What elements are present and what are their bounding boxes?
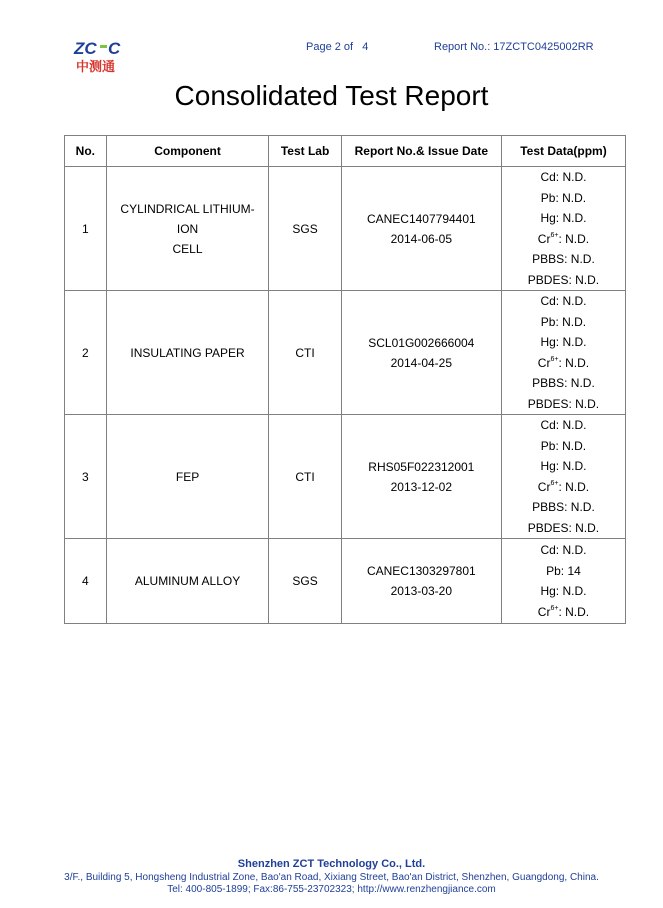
test-data-line: Hg: N.D. [540,584,587,598]
issue-date: 2014-04-25 [390,355,453,370]
company-logo [72,36,132,76]
header-test-data: Test Data(ppm) [501,136,625,167]
row-number: 4 [65,539,107,624]
header-component: Component [106,136,269,167]
logo-mark: ZC [74,39,97,58]
test-data-line: Pb: 14 [546,563,581,578]
component-line: INSULATING PAPER [130,345,245,360]
test-data-line: PBBS: N.D. [532,500,595,514]
component-cell [106,539,269,624]
header-report-no: Report No.& Issue Date [341,136,501,167]
table-row [65,415,626,539]
test-data-line: Cd: N.D. [540,170,587,184]
test-data-line: PBDES: N.D. [527,520,600,535]
test-data-line: Cd: N.D. [540,418,587,432]
row-number: 2 [65,291,107,415]
test-data-line: Pb: N.D. [540,314,587,329]
page-label: Page 2 of [306,41,354,53]
component-cell [106,291,269,415]
test-data-line: Cd: N.D. [540,543,587,557]
test-results-table [64,135,626,624]
report-cell [341,291,501,415]
row-number: 1 [65,167,107,291]
test-data-cell [501,167,625,291]
test-data-cell [501,291,625,415]
report-cell [341,167,501,291]
test-lab-cell: CTI [269,415,341,539]
test-data-line: PBDES: N.D. [527,396,600,411]
component-line: FEP [175,469,200,484]
test-data-line: $Cr^{6+}$: N.D. [537,479,590,494]
test-data-cell [501,415,625,539]
report-cell [341,539,501,624]
table-row [65,291,626,415]
component-line: CYLINDRICAL LITHIUM- [120,201,255,216]
test-data-line: $Cr^{6+}$: N.D. [537,604,590,619]
header-test-lab: Test Lab [269,136,341,167]
test-lab-cell: CTI [269,291,341,415]
footer-address: 3/F., Building 5, Hongsheng Industrial Zone, Bao'an Road, Xixiang Street, Bao'an District, Shenzhen, Guangdong, China. [64,872,599,883]
logo-chinese: 中测通 [76,60,116,75]
test-data-line: Cd: N.D. [540,294,587,308]
logo-dash [100,45,107,48]
table-header-row [65,136,626,167]
report-number: Report No.: 17ZCTC0425002RR [434,41,594,53]
table-row [65,167,626,291]
test-lab-cell: SGS [269,539,341,624]
issue-date: 2014-06-05 [390,231,453,246]
report-number-value: CANEC1407794401 [366,211,476,226]
footer-contact: Tel: 400-805-1899; Fax:86-755-23702323; http://www.renzhengjiance.com [167,884,496,895]
table-row [65,539,626,624]
component-line: ALUMINUM ALLOY [134,574,241,588]
page-title: Consolidated Test Report [174,80,489,111]
component-cell [106,167,269,291]
header-no: No. [65,136,107,167]
report-number-value: SCL01G002666004 [368,335,475,350]
test-data-cell [501,539,625,624]
test-data-line: Hg: N.D. [540,459,587,473]
page-total: 4 [362,41,369,53]
issue-date: 2013-03-20 [390,584,453,598]
report-number-value: RHS05F022312001 [368,459,475,474]
row-number: 3 [65,415,107,539]
test-data-line: Pb: N.D. [540,190,587,205]
test-data-line: PBBS: N.D. [532,376,595,390]
test-data-line: Hg: N.D. [540,335,587,349]
page-indicator [306,41,368,53]
test-data-line: Hg: N.D. [540,211,587,225]
test-data-line: PBDES: N.D. [527,272,600,287]
component-line: CELL [172,241,203,256]
component-cell [106,415,269,539]
report-number-value: CANEC1303297801 [366,564,476,578]
report-cell [341,415,501,539]
logo-mark-right: C [108,39,121,58]
component-line: ION [176,221,199,236]
issue-date: 2013-12-02 [390,479,453,494]
test-data-line: $Cr^{6+}$: N.D. [537,355,590,370]
test-data-line: Pb: N.D. [540,438,587,453]
test-data-line: $Cr^{6+}$: N.D. [537,231,590,246]
footer-company: Shenzhen ZCT Technology Co., Ltd. [237,858,426,870]
test-lab-cell: SGS [269,167,341,291]
test-data-line: PBBS: N.D. [532,252,595,266]
